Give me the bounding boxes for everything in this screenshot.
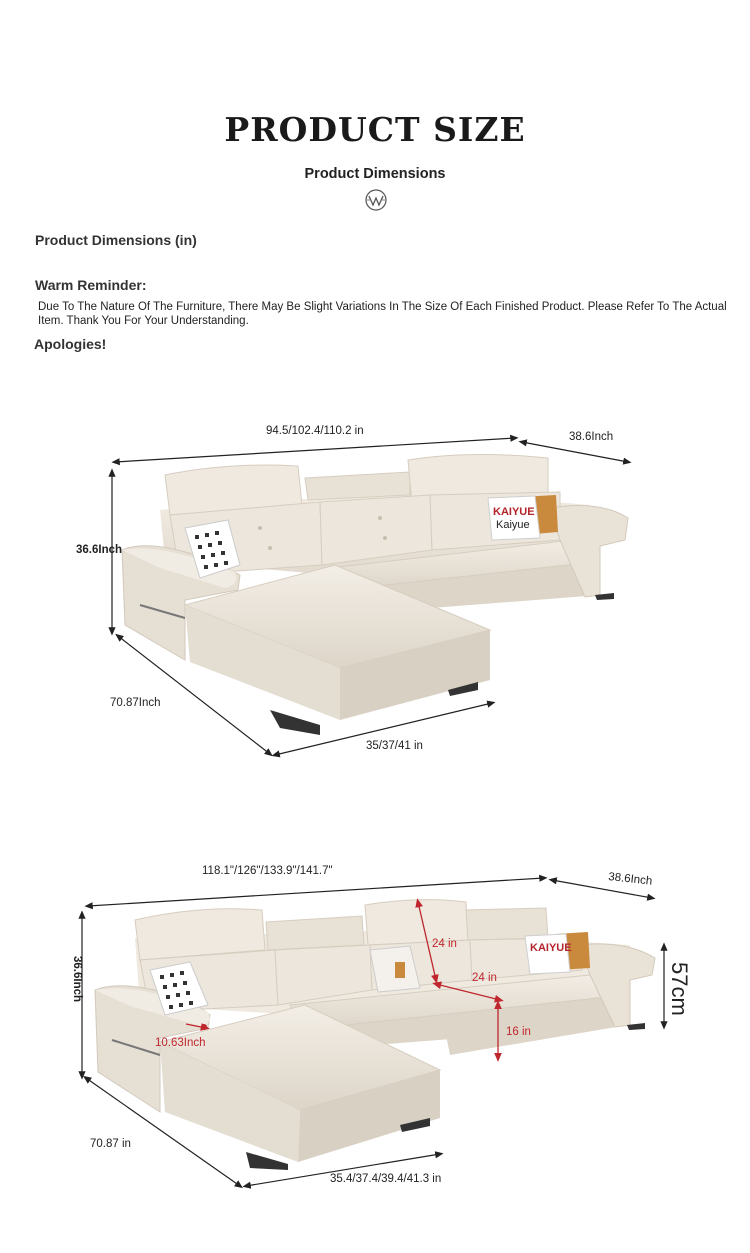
apologies-text: Apologies! [34,336,107,352]
ornament-icon [362,186,390,214]
page-subtitle: Product Dimensions [304,166,446,182]
width-label: 118.1"/126"/133.9"/141.7" [202,865,333,877]
depth-label: 38.6Inch [607,871,653,888]
reminder-body: Due To The Nature Of The Furniture, There May Be Slight Variations In The Size Of Each Finished Product. Please Refer To The Actual Item. Thank You For Your Understanding. [38,301,727,327]
page-title: PRODUCT SIZE [224,110,526,149]
sofa-diagram-2 [0,850,750,1200]
chaise-width-label: 35/37/41 in [366,740,423,752]
depth-label: 38.6Inch [569,431,614,443]
height-cm-label: 57cm [667,962,692,1016]
pillow-brand-text: KAIYUE [530,942,572,954]
chaise-length-label: 70.87 in [90,1138,131,1150]
width-dimension-line [88,878,544,906]
seat-height-label: 16 in [506,1026,531,1038]
back-height-label: 24 in [432,938,457,950]
pillow-brand-text: KAIYUE [493,506,535,518]
sofa-diagram-1 [0,400,750,780]
sofa-illustration-1 [122,454,628,735]
pillow-text: Kaiyue [496,519,530,531]
height-label: 36.6Inch [76,544,123,556]
dimensions-heading: Product Dimensions (in) [35,232,197,248]
width-label: 94.5/102.4/110.2 in [266,425,364,437]
chaise-length-label: 70.87Inch [110,697,161,709]
seat-depth-label: 24 in [472,972,497,984]
arm-width-label: 10.63Inch [155,1037,206,1049]
chaise-width-label: 35.4/37.4/39.4/41.3 in [330,1173,442,1185]
reminder-heading: Warm Reminder: [35,277,147,293]
height-label: 36.6Inch [71,956,83,1003]
sofa-illustration-2 [95,900,655,1170]
